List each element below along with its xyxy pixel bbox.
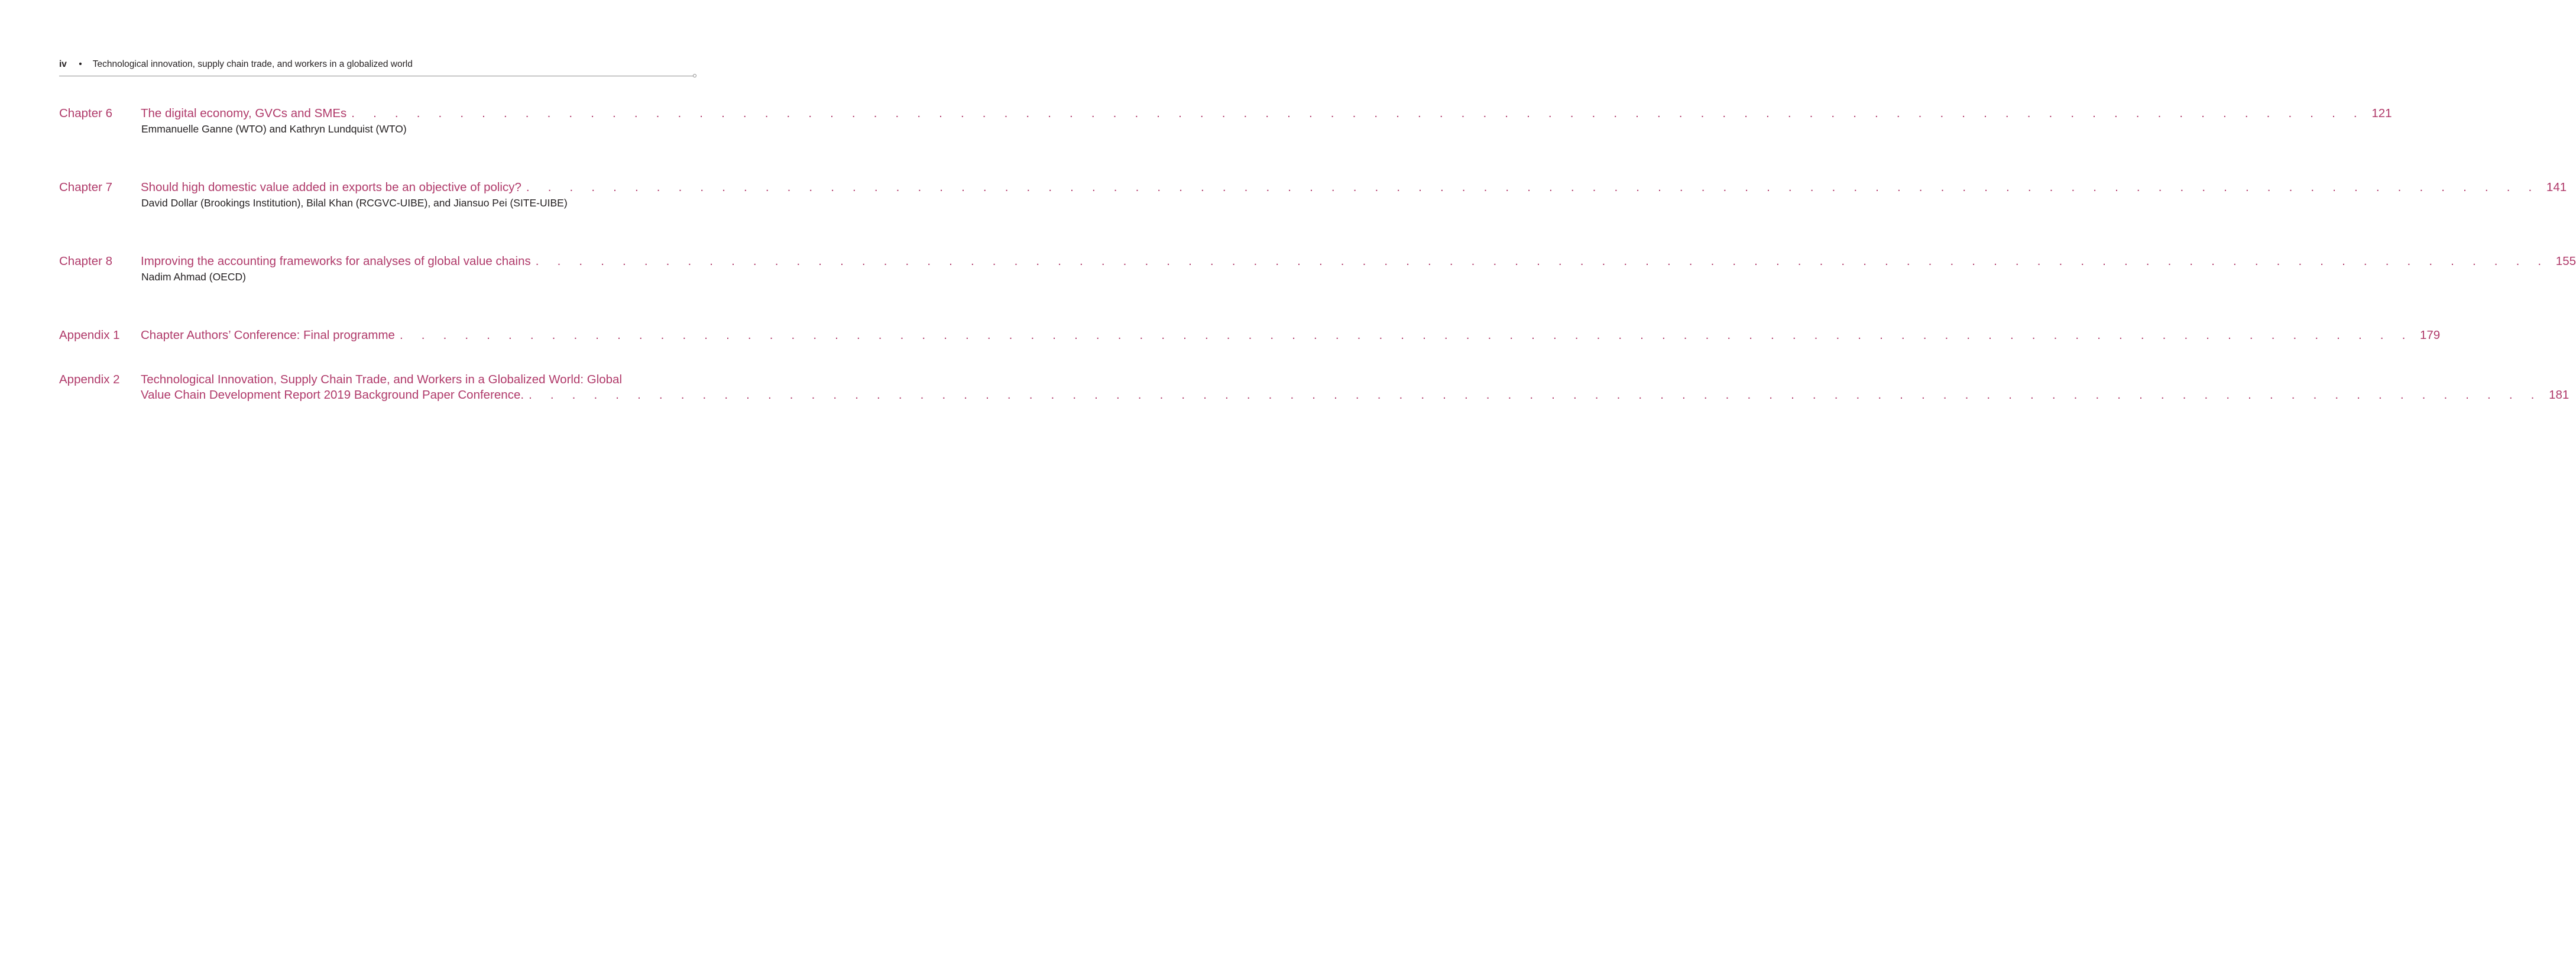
toc-leader-dots: . . . . . . . . . . . . . . . . . . . . . . . . . . . . . . . . . . . . . . . . . . . . . . . . . . . . . . . . . . . . . . . . . . . . . . . . . . . . . . . . . . . . . . . . . . . . . [526, 180, 2539, 194]
toc-label: Appendix 1 [59, 328, 120, 342]
toc-title-line [141, 106, 2392, 121]
toc-page-number[interactable]: 181 [2549, 388, 2569, 402]
toc-title-line [141, 328, 2441, 343]
toc-leader-dots: . . . . . . . . . . . . . . . . . . . . . . . . . . . . . . . . . . . . . . . . . . . . . . . . . . . . . . . . . . . . . . . . . . . . . . . . . . . . . . . . . . . . . . . . . . . . . [535, 254, 2549, 268]
toc-body [141, 180, 2567, 210]
page-number: iv [59, 59, 67, 69]
header-bullet: • [79, 59, 82, 69]
book-title: Technological innovation, supply chain trade, and workers in a globalized world [92, 59, 413, 69]
toc-title[interactable]: Should high domestic value added in exports be an objective of policy? [141, 180, 521, 194]
toc-authors: Nadim Ahmad (OECD) [141, 271, 246, 283]
toc-page-number[interactable]: 179 [2419, 328, 2441, 342]
toc-title[interactable]: Value Chain Development Report 2019 Background Paper Conference. [141, 388, 524, 402]
toc-body [141, 372, 2569, 403]
toc-authors: Emmanuelle Ganne (WTO) and Kathryn Lundquist (WTO) [141, 123, 407, 135]
toc-leader-dots: . . . . . . . . . . . . . . . . . . . . . . . . . . . . . . . . . . . . . . . . . . . . . . . . . . . . . . . . . . . . . . . . . . . . . . . . . . . . . . . . . . . . . . . . . . . . . [399, 328, 2413, 342]
toc-label: Chapter 8 [59, 254, 113, 268]
toc-page-number[interactable]: 121 [2371, 106, 2392, 120]
toc-page-number[interactable]: 141 [2546, 180, 2567, 194]
toc-authors: David Dollar (Brookings Institution), Bilal Khan (RCGVC-UIBE), and Jiansuo Pei (SITE-UIBE) [141, 197, 568, 209]
toc-leader-dots: . . . . . . . . . . . . . . . . . . . . . . . . . . . . . . . . . . . . . . . . . . . . . . . . . . . . . . . . . . . . . . . . . . . . . . . . . . . . . . . . . . . . . . . . . . . . . [351, 106, 2365, 120]
toc-label: Appendix 2 [59, 373, 120, 386]
toc-body [141, 328, 2441, 343]
running-header [59, 59, 696, 72]
toc-title[interactable]: Improving the accounting frameworks for analyses of global value chains [141, 254, 531, 268]
toc-label: Chapter 7 [59, 180, 113, 194]
toc-label: Chapter 6 [59, 106, 113, 120]
toc-title-line-1[interactable]: Technological Innovation, Supply Chain Trade, and Workers in a Globalized World: Global [141, 373, 623, 386]
toc-title[interactable]: The digital economy, GVCs and SMEs [141, 106, 347, 120]
toc-title-line-2 [141, 387, 2569, 403]
toc-page-number[interactable]: 155 [2555, 254, 2576, 268]
toc-leader-dots: . . . . . . . . . . . . . . . . . . . . . . . . . . . . . . . . . . . . . . . . . . . . . . . . . . . . . . . . . . . . . . . . . . . . . . . . . . . . . . . . . . . . . . . . . . . . . [529, 388, 2542, 402]
toc-body [141, 254, 2576, 284]
toc-title-line [141, 180, 2567, 195]
toc-title-line [141, 254, 2576, 269]
toc-title[interactable]: Chapter Authors’ Conference: Final programme [141, 328, 395, 342]
header-rule-end-circle [693, 74, 696, 77]
toc-body [141, 106, 2392, 136]
